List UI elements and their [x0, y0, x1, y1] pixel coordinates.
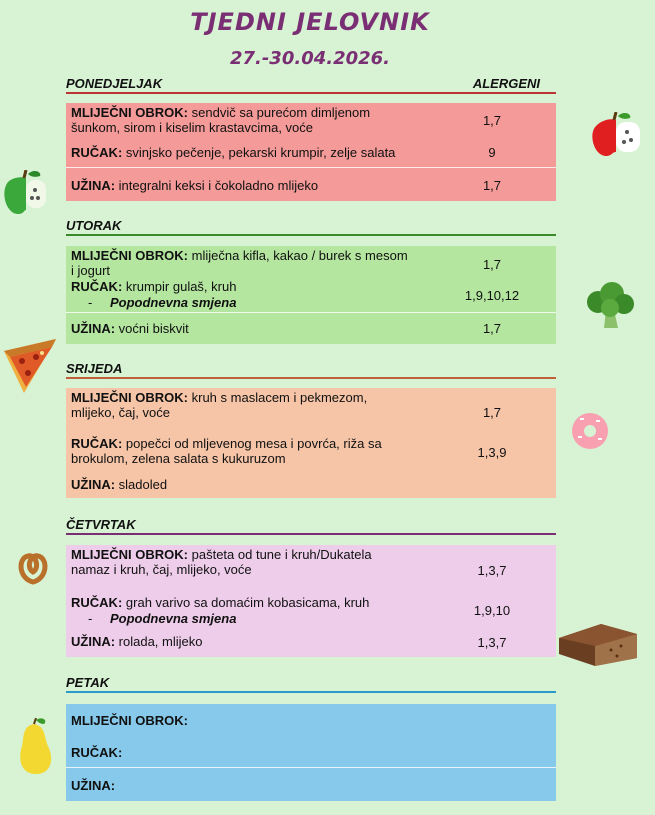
day-block-thursday: [66, 545, 556, 657]
breakfast-text: MLIJEČNI OBROK: mliječna kifla, kakao / burek s mesom i jogurt: [71, 248, 408, 278]
lunch-text: RUČAK: grah varivo sa domaćim kobasicama, kruh: [71, 595, 370, 610]
breakfast-allergens: 1,7: [482, 405, 502, 420]
lunch-allergens: 1,3,9: [477, 445, 507, 460]
day-block-monday: [66, 103, 556, 201]
lunch-text: RUČAK: krumpir gulaš, kruh: [71, 279, 237, 294]
breakfast-text: MLIJEČNI OBROK: sendvič sa purećom dimljenom šunkom, sirom i kiselim krastavcima, voće: [71, 105, 371, 135]
pretzel-icon: [16, 550, 50, 586]
menu-date: 27.-30.04.2026.: [229, 48, 391, 69]
breakfast-allergens: 1,3,7: [477, 563, 507, 578]
day-block-wednesday: [66, 388, 556, 498]
day-header-thursday: [66, 517, 556, 535]
lunch-text: RUČAK: popečci od mljevenog mesa i povrća, riža sa brokulom, zelena salata s kukuruzom: [71, 436, 382, 466]
breakfast-text: MLIJEČNI OBROK: kruh s maslacem i pekmezom, mlijeko, čaj, voće: [71, 390, 368, 420]
lunch-allergens: 1,9,10: [473, 603, 511, 618]
day-name: PONEDJELJAK: [66, 76, 163, 91]
pizza-icon: [0, 335, 60, 395]
apple-icon: [590, 112, 644, 160]
day-name: PETAK: [66, 675, 110, 690]
lunch-shift-note: - Popodnevna smjena: [88, 611, 237, 626]
breakfast-text: MLIJEČNI OBROK: pašteta od tune i kruh/Dukatela namaz i kruh, čaj, mlijeko, voće: [71, 547, 372, 577]
allergens-header: ALERGENI: [472, 76, 540, 91]
snack-text: UŽINA: sladoled: [71, 477, 168, 492]
day-header-friday: [66, 675, 556, 693]
snack-text: UŽINA: rolada, mlijeko: [71, 634, 203, 649]
lunch-allergens: 9: [488, 145, 496, 160]
day-name: ČETVRTAK: [66, 517, 136, 532]
breakfast-allergens: 1,7: [482, 257, 502, 272]
day-block-tuesday: [66, 246, 556, 344]
lunch-text: RUČAK:: [71, 745, 123, 760]
day-name: UTORAK: [66, 218, 122, 233]
broccoli-icon: [584, 280, 636, 330]
snack-text: UŽINA: voćni biskvit: [71, 321, 189, 336]
day-header-wednesday: [66, 361, 556, 379]
day-header-tuesday: [66, 218, 556, 236]
snack-allergens: 1,3,7: [477, 635, 507, 650]
snack-allergens: 1,7: [482, 178, 502, 193]
breakfast-text: MLIJEČNI OBROK:: [71, 713, 188, 728]
bread-icon: [557, 618, 641, 668]
snack-allergens: 1,7: [482, 321, 502, 336]
day-block-friday: [66, 704, 556, 801]
breakfast-allergens: 1,7: [482, 113, 502, 128]
snack-text: UŽINA:: [71, 778, 116, 793]
donut-icon: [570, 410, 610, 452]
lunch-allergens: 1,9,10,12: [464, 288, 520, 303]
quince-icon: [14, 718, 56, 776]
snack-text: UŽINA: integralni keksi i čokoladno mlijeko: [71, 178, 319, 193]
page-title: TJEDNI JELOVNIK: [190, 8, 430, 36]
lunch-text: RUČAK: svinjsko pečenje, pekarski krumpir, zelje salata: [71, 145, 396, 160]
lunch-shift-note: - Popodnevna smjena: [88, 295, 237, 310]
day-header-monday: [66, 76, 556, 94]
green-apple-icon: [2, 170, 50, 216]
day-name: SRIJEDA: [66, 361, 123, 376]
